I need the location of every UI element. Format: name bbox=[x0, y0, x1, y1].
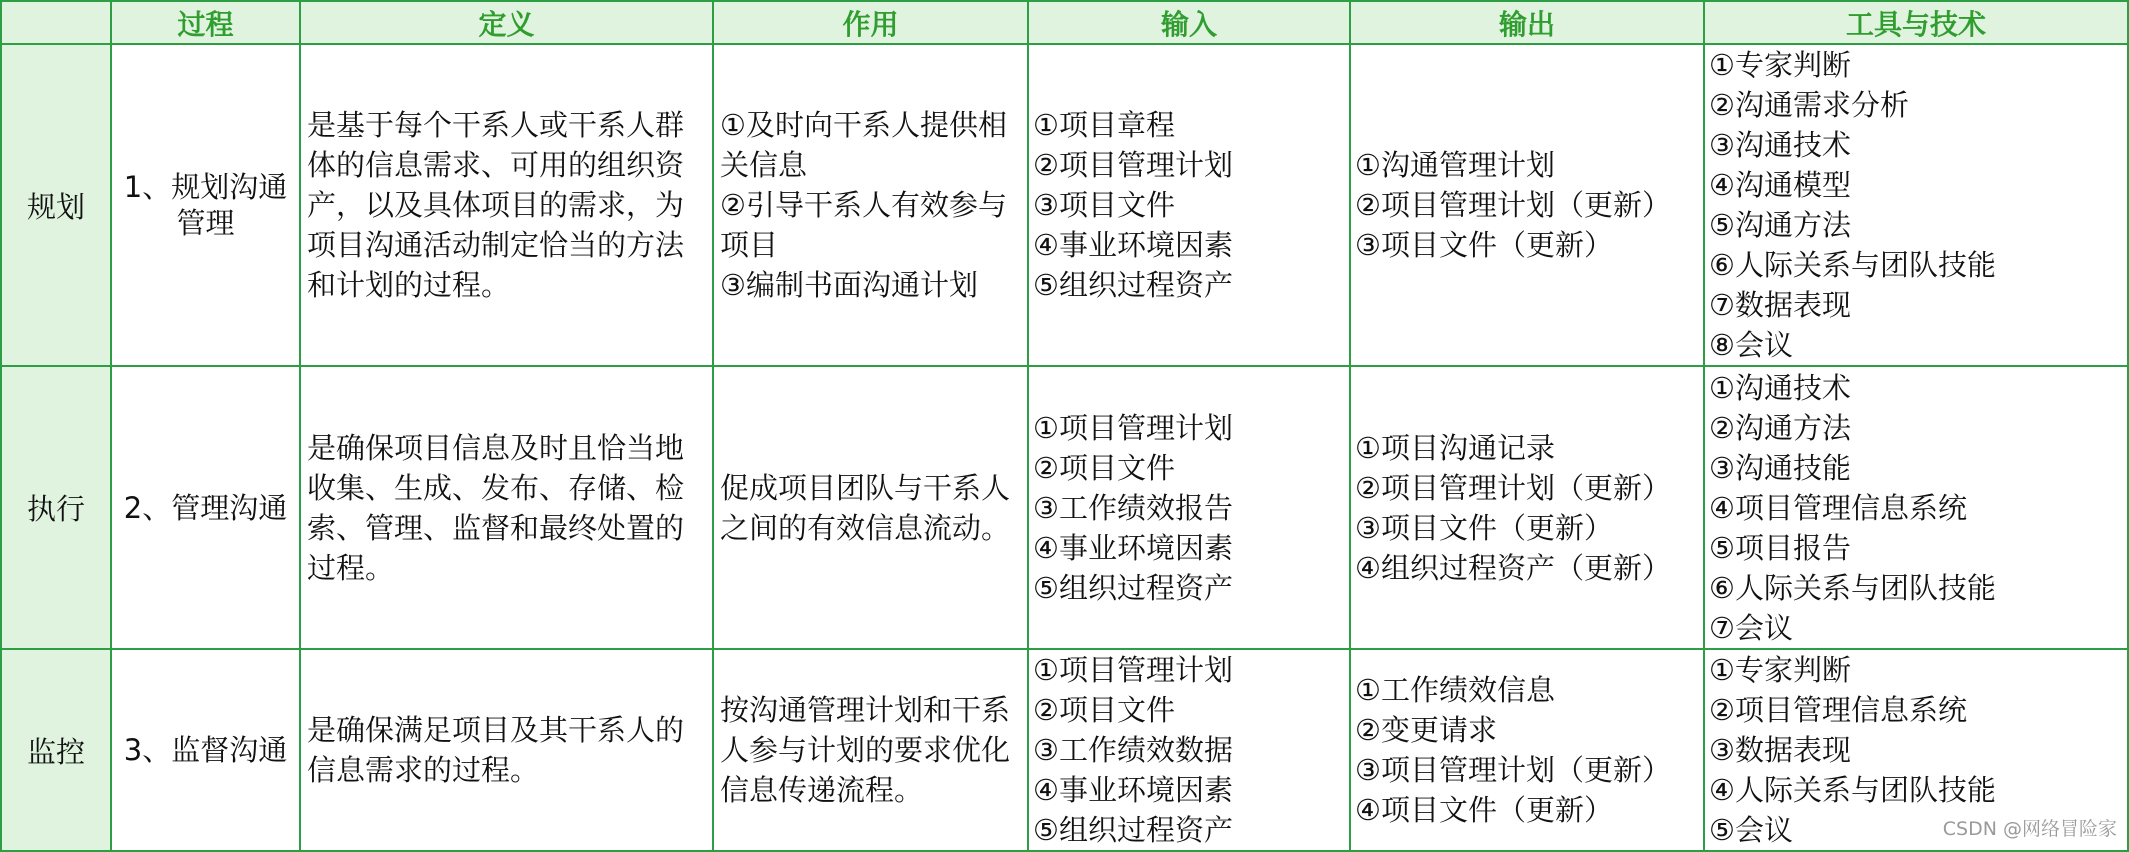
input-item: ⑤组织过程资产 bbox=[1033, 268, 1233, 302]
tool-item: ④沟通模型 bbox=[1709, 168, 1851, 202]
input-item: ②项目文件 bbox=[1033, 693, 1175, 727]
purpose-item: ②引导干系人有效参与项目 bbox=[720, 188, 1007, 262]
output-item: ④组织过程资产（更新） bbox=[1355, 550, 1671, 585]
tool-item: ⑤项目报告 bbox=[1709, 530, 1851, 565]
output-item: ①项目沟通记录 bbox=[1355, 430, 1555, 465]
output-item: ①工作绩效信息 bbox=[1355, 673, 1555, 707]
header-tools: 工具与技术 bbox=[1704, 1, 2128, 44]
table-row bbox=[1, 44, 2128, 366]
output-item: ④项目文件（更新） bbox=[1355, 793, 1613, 827]
output-item: ③项目文件（更新） bbox=[1355, 228, 1613, 262]
outputs-cell bbox=[1350, 649, 1704, 851]
input-item: ⑤组织过程资产 bbox=[1033, 570, 1233, 605]
tool-item: ④人际关系与团队技能 bbox=[1709, 773, 1996, 807]
process-cell: 3、监督沟通 bbox=[111, 649, 300, 851]
output-item: ②变更请求 bbox=[1355, 713, 1497, 747]
tool-item: ③沟通技术 bbox=[1709, 128, 1851, 162]
header-process: 过程 bbox=[111, 1, 300, 44]
outputs-cell bbox=[1350, 44, 1704, 366]
input-item: ④事业环境因素 bbox=[1033, 228, 1233, 262]
tool-item: ⑥人际关系与团队技能 bbox=[1709, 570, 1996, 605]
tool-item: ②沟通需求分析 bbox=[1709, 88, 1909, 122]
tools-cell bbox=[1704, 44, 2128, 366]
input-item: ⑤组织过程资产 bbox=[1033, 813, 1233, 847]
inputs-cell bbox=[1028, 366, 1350, 649]
output-item: ③项目文件（更新） bbox=[1355, 510, 1613, 545]
input-item: ①项目管理计划 bbox=[1033, 653, 1233, 687]
tool-item: ⑧会议 bbox=[1709, 328, 1793, 362]
header-blank bbox=[1, 1, 111, 44]
header-purpose: 作用 bbox=[713, 1, 1028, 44]
process-cell: 2、管理沟通 bbox=[111, 366, 300, 649]
input-item: ④事业环境因素 bbox=[1033, 773, 1233, 807]
header-definition: 定义 bbox=[300, 1, 713, 44]
purpose-item: 促成项目团队与干系人之间的有效信息流动。 bbox=[720, 470, 1011, 545]
purpose-cell bbox=[713, 649, 1028, 851]
purpose-item: 按沟通管理计划和干系人参与计划的要求优化信息传递流程。 bbox=[720, 693, 1011, 807]
process-cell: 1、规划沟通管理 bbox=[111, 44, 300, 366]
table-row bbox=[1, 366, 2128, 649]
tool-item: ⑤会议 bbox=[1709, 813, 1793, 847]
header-outputs: 输出 bbox=[1350, 1, 1704, 44]
input-item: ②项目管理计划 bbox=[1033, 148, 1233, 182]
input-item: ①项目章程 bbox=[1033, 108, 1175, 142]
inputs-cell bbox=[1028, 649, 1350, 851]
tool-item: ④项目管理信息系统 bbox=[1709, 490, 1967, 525]
tool-item: ⑦数据表现 bbox=[1709, 288, 1851, 322]
definition-cell: 是基于每个干系人或干系人群体的信息需求、可用的组织资产，以及具体项目的需求，为项目沟通活动制定恰当的方法和计划的过程。 bbox=[300, 44, 713, 366]
purpose-item: ①及时向干系人提供相关信息 bbox=[720, 108, 1007, 182]
header-row bbox=[1, 1, 2128, 44]
tool-item: ⑤沟通方法 bbox=[1709, 208, 1851, 242]
output-item: ③项目管理计划（更新） bbox=[1355, 753, 1671, 787]
table-row bbox=[1, 649, 2128, 851]
inputs-cell bbox=[1028, 44, 1350, 366]
input-item: ①项目管理计划 bbox=[1033, 410, 1233, 445]
output-item: ②项目管理计划（更新） bbox=[1355, 188, 1671, 222]
purpose-cell bbox=[713, 44, 1028, 366]
tool-item: ②项目管理信息系统 bbox=[1709, 693, 1967, 727]
output-item: ②项目管理计划（更新） bbox=[1355, 470, 1671, 505]
output-item: ①沟通管理计划 bbox=[1355, 148, 1555, 182]
tool-item: ②沟通方法 bbox=[1709, 410, 1851, 445]
tool-item: ①专家判断 bbox=[1709, 653, 1851, 687]
definition-cell: 是确保项目信息及时且恰当地收集、生成、发布、存储、检索、管理、监督和最终处置的过程。 bbox=[300, 366, 713, 649]
purpose-cell bbox=[713, 366, 1028, 649]
outputs-cell bbox=[1350, 366, 1704, 649]
input-item: ②项目文件 bbox=[1033, 450, 1175, 485]
tool-item: ①专家判断 bbox=[1709, 48, 1851, 82]
tool-item: ⑦会议 bbox=[1709, 610, 1793, 645]
tools-cell bbox=[1704, 366, 2128, 649]
phase-cell: 规划 bbox=[1, 44, 111, 366]
input-item: ③工作绩效数据 bbox=[1033, 733, 1233, 767]
header-inputs: 输入 bbox=[1028, 1, 1350, 44]
purpose-item: ③编制书面沟通计划 bbox=[720, 268, 978, 302]
tool-item: ⑥人际关系与团队技能 bbox=[1709, 248, 1996, 282]
input-item: ③项目文件 bbox=[1033, 188, 1175, 222]
watermark: CSDN @网络冒险家 bbox=[1942, 818, 2117, 840]
tool-item: ③数据表现 bbox=[1709, 733, 1851, 767]
definition-cell: 是确保满足项目及其干系人的信息需求的过程。 bbox=[300, 649, 713, 851]
input-item: ③工作绩效报告 bbox=[1033, 490, 1233, 525]
tool-item: ③沟通技能 bbox=[1709, 450, 1851, 485]
phase-cell: 执行 bbox=[1, 366, 111, 649]
tool-item: ①沟通技术 bbox=[1709, 370, 1851, 405]
phase-cell: 监控 bbox=[1, 649, 111, 851]
input-item: ④事业环境因素 bbox=[1033, 530, 1233, 565]
